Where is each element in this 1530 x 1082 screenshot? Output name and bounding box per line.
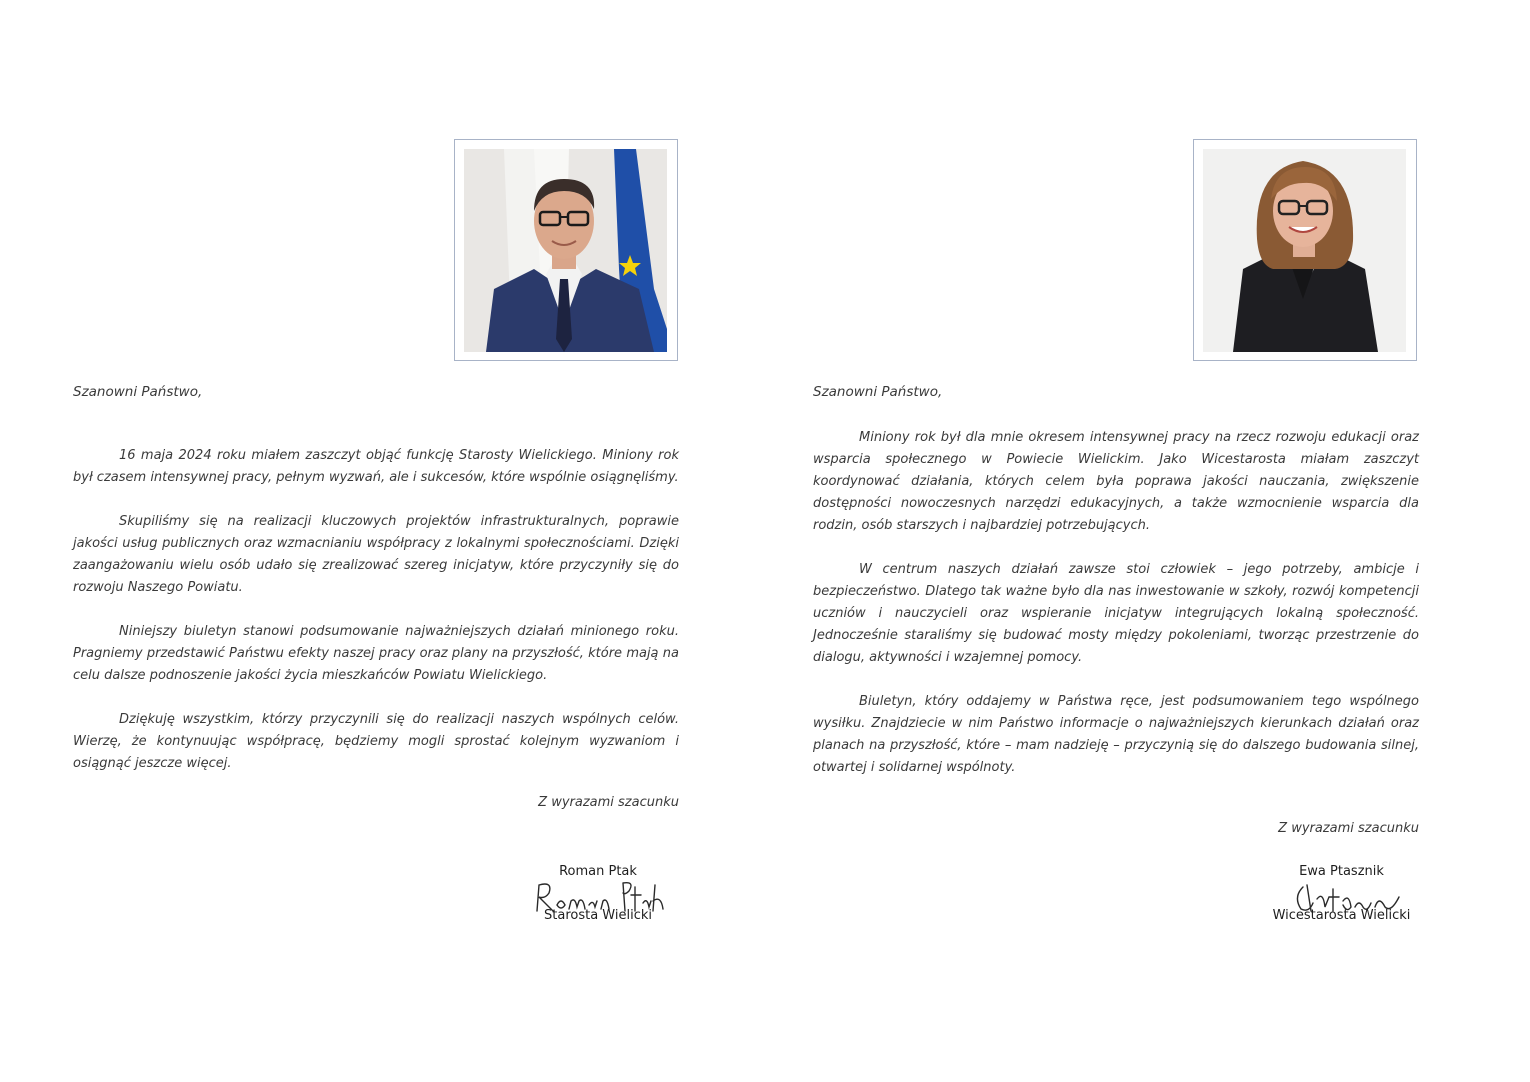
greeting: Szanowni Państwo, [813,384,943,400]
signer-title: Wicestarosta Wielicki [1272,908,1411,923]
closing-line: Z wyrazami szacunku [1278,821,1419,836]
starosta-photo-frame [454,139,678,361]
right-letter [813,0,1419,1082]
paragraph: Skupiliśmy się na realizacji kluczowych projektów infrastrukturalnych, poprawie jakości usług publicznych oraz wzmacnianiu współpracy z lokalnymi społecznościami. Dzięki zaangażowaniu wielu osób udało się zrealizować szereg inicjatyw, które przyczyniły się do rozwoju Naszego Powiatu. [73,514,679,595]
signer-name: Ewa Ptasznik [1299,864,1384,879]
paragraph: W centrum naszych działań zawsze stoi człowiek – jego potrzeby, ambicje i bezpieczeństwo. Dlatego tak ważne było dla nas inwestowanie w szkoły, rozwój kompetencji uczniów i nauczycieli oraz wspieranie inicjatyw integrujących lokalną społeczność. Jednocześnie staraliśmy się budować mosty między pokoleniami, tworząc przestrzenie do dialogu, aktywności i wzajemnej pomocy. [813,562,1419,665]
paragraph: 16 maja 2024 roku miałem zaszczyt objąć funkcję Starosty Wielickiego. Miniony rok był czasem intensywnej pracy, pełnym wyzwań, ale i sukcesów, które wspólnie osiągnęliśmy. [73,448,679,485]
wicestarosta-photo-frame [1193,139,1417,361]
closing-line: Z wyrazami szacunku [538,795,679,810]
letter-body [73,445,679,797]
handwritten-signature [531,877,671,917]
signer-title: Starosta Wielicki [544,908,652,923]
paragraph: Dziękuję wszystkim, którzy przyczynili się do realizacji naszych wspólnych celów. Wierzę, że kontynuując współpracę, będziemy mogli sprostać kolejnym wyzwaniom i osiągnąć jeszcze więcej. [73,712,679,771]
signature-block [513,863,683,925]
wicestarosta-photo [1203,149,1406,352]
paragraph: Biuletyn, który oddajemy w Państwa ręce, jest podsumowaniem tego wspólnego wysiłku. Znajdziecie w nim Państwo informacje o najważniejszych kierunkach działań oraz planach na przyszłość, które – mam nadzieję – przyczynią się do dalszego budowania silnej, otwartej i solidarnej wspólnoty. [813,694,1419,775]
signer-name: Roman Ptak [559,864,637,879]
paragraph: Miniony rok był dla mnie okresem intensywnej pracy na rzecz rozwoju edukacji oraz wsparcia społecznego w Powiecie Wielickim. Jako Wicestarosta miałam zaszczyt koordynować działania, których celem była poprawa jakości nauczania, zwiększenie dostępności nowoczesnych narzędzi edukacyjnych, a także wzmocnienie wsparcia dla rodzin, osób starszych i najbardziej potrzebujących. [813,430,1419,533]
handwritten-signature [1289,877,1409,917]
greeting: Szanowni Państwo, [73,384,203,400]
left-letter [73,0,679,1082]
letter-body [813,427,1419,801]
signature-block [1259,863,1424,925]
starosta-photo [464,149,667,352]
paragraph: Niniejszy biuletyn stanowi podsumowanie najważniejszych działań minionego roku. Pragniemy przedstawić Państwu efekty naszej pracy oraz plany na przyszłość, które mają na celu dalsze podnoszenie jakości życia mieszkańców Powiatu Wielickiego. [73,624,679,683]
